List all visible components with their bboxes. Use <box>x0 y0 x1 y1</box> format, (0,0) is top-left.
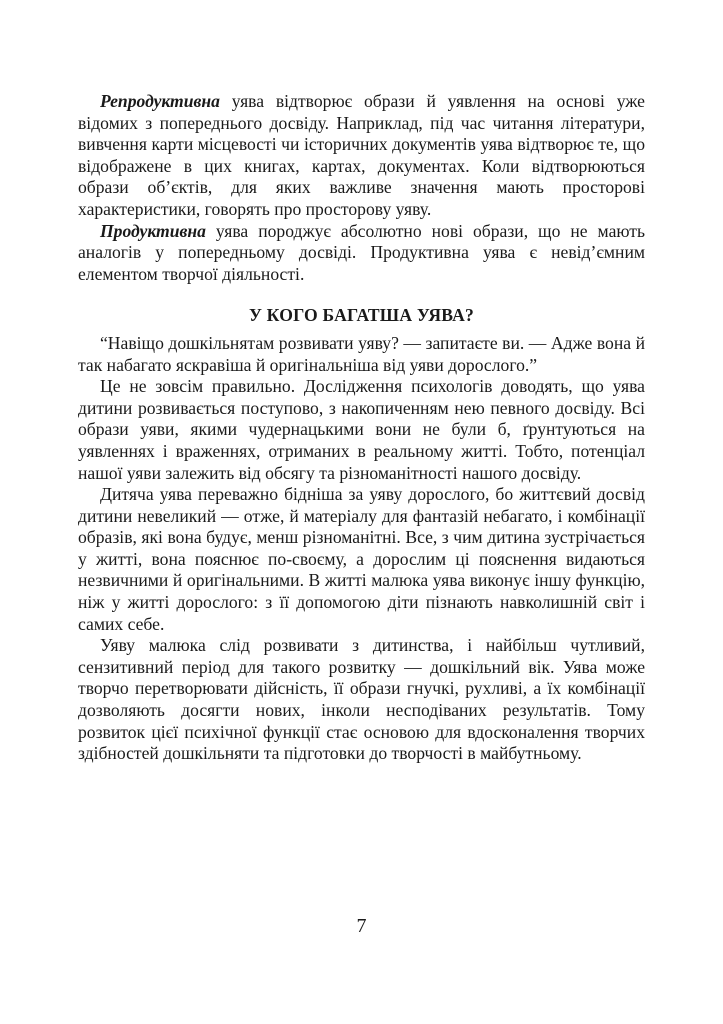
paragraph-reproductive-text: уява відтворює образи й уявлення на основі уже відомих з попереднього досвіду. Наприклад, під час читання літератури, вивчення карти місцевості чи історичних документів уява відтворює те, що відображене в цих книгах, картах, документах. Коли відтворюються образи об’єктів, для яких важливе значення мають просторові характеристики, говорять про просторову уяву. <box>78 91 645 219</box>
paragraph-research: Це не зовсім правильно. Дослідження психологів доводять, що уява дитини розвивається поступово, з накопиченням нею певного досвіду. Всі образи уяви, якими чудернацькими вони не були б, ґрунтуються на уявленнях і враженнях, отриманих в реальному житті. Тобто, потенціал нашої уяви залежить від обсягу та різноманітності нашого досвіду. <box>78 376 645 483</box>
paragraph-quote: “Навіщо дошкільнятам розвивати уяву? — запитаєте ви. — Адже вона й так набагато яскравіша й оригінальніша від уяви дорослого.” <box>78 332 645 375</box>
paragraph-child-imagination: Дитяча уява переважно бідніша за уяву дорослого, бо життєвий досвід дитини невеликий — отже, й матеріалу для фантазій небагато, і комбінації образів, які вона будує, менш різноманітні. Все, з чим дитина зустрічається у житті, вона пояснює по-своєму, а дорослим ці пояснення видаються незвичними й оригінальними. В житті малюка уява виконує іншу функцію, ніж у житті дорослого: з її допомогою діти пізнають навколишній світ і самих себе. <box>78 484 645 634</box>
term-productive: Продуктивна <box>100 220 206 241</box>
paragraph-development: Уяву малюка слід розвивати з дитинства, і найбільш чутливий, сензитивний період для такого розвитку — дошкільний вік. Уява може творчо перетворювати дійсність, її образи гнучкі, рухливі, а їх комбінації дозволяють досягти нових, інколи несподіваних результатів. Тому розвиток цієї психічної функції стає основою для вдосконалення творчих здібностей дошкільняти та підготовки до творчості в майбутньому. <box>78 635 645 764</box>
page-body <box>78 91 645 765</box>
section-heading: У КОГО БАГАТША УЯВА? <box>248 305 475 326</box>
paragraph-productive-text: уява породжує абсолютно нові образи, що не мають аналогів у попередньому досвіді. Продуктивна уява є невід’ємним елементом творчої діяльності. <box>78 220 645 284</box>
paragraph-productive <box>78 221 645 286</box>
page-number: 7 <box>356 915 367 937</box>
paragraph-reproductive <box>78 91 645 221</box>
term-reproductive: Репродуктивна <box>100 91 220 111</box>
